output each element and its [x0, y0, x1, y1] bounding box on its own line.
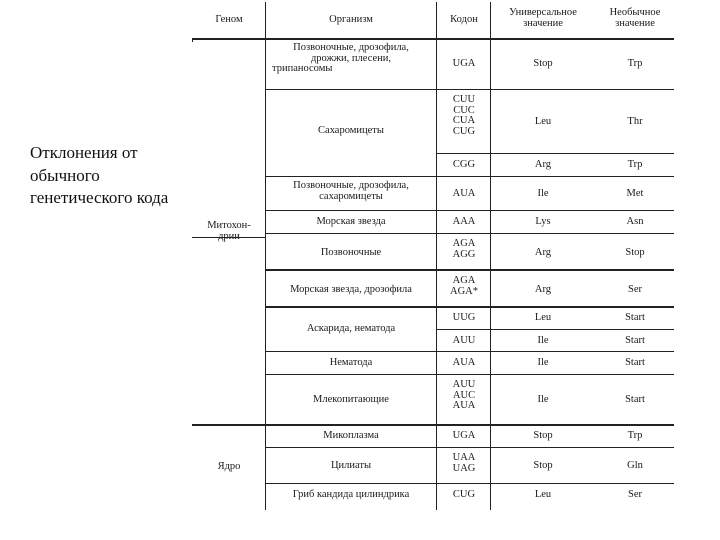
row1-universal: Leu [534, 116, 552, 127]
row12-universal: Stop [533, 460, 553, 471]
row3-organism-l2: сахаромицеты [319, 190, 383, 202]
slide-title [30, 142, 170, 210]
row8-unusual: Start [625, 335, 645, 346]
row7-codon: UUG [452, 312, 476, 323]
row7-organism: Аскарида, нематода [306, 323, 396, 334]
row0-organism-l2: дрожжи, плесени, [310, 52, 392, 64]
row10-codon-2: AUC [452, 389, 476, 401]
row-rule-13 [265, 447, 674, 448]
row5-unusual: Stop [625, 247, 645, 258]
row0-universal: Stop [533, 58, 553, 69]
row10-organism: Млекопитающие [313, 394, 389, 405]
row6-codons [438, 276, 490, 297]
row6-universal: Arg [534, 284, 552, 295]
row-rule-2 [436, 153, 674, 154]
header-rule [192, 38, 674, 40]
row2-unusual: Trp [627, 159, 643, 170]
row-rule-9 [436, 329, 674, 330]
header-universal [490, 7, 596, 29]
row3-universal: Ile [537, 188, 549, 199]
row1-codon-4: CUG [452, 125, 476, 137]
row1-codon-2: CUC [453, 104, 475, 116]
row11-unusual: Trp [627, 430, 643, 441]
row6-organism: Морская звезда, дрозофила [290, 284, 412, 295]
row3-organism-l1: Позвоночные, дрозофила, [293, 180, 409, 191]
row13-unusual: Ser [628, 489, 642, 500]
row8-universal: Ile [537, 335, 549, 346]
row-rule-4 [265, 210, 674, 211]
slide-title-line1: Отклонения от [30, 143, 138, 162]
row9-codon: AUA [452, 357, 476, 368]
row5-codons [438, 239, 490, 260]
row0-codon: UGA [452, 58, 476, 69]
row12-organism: Цилиаты [330, 460, 372, 471]
row0-organism-l3: трипаносомы [272, 63, 333, 74]
row-rule-8 [265, 306, 674, 308]
row3-codon: AUA [452, 188, 476, 199]
row-rule-5 [265, 233, 674, 234]
grid-line-codon [436, 2, 437, 510]
row12-unusual: Gln [627, 460, 643, 471]
row2-codon: CGG [452, 159, 476, 170]
header-unusual-line2: значение [615, 18, 655, 29]
row-rule-6 [192, 237, 265, 238]
header-unusual [596, 7, 674, 29]
row2-universal: Arg [534, 159, 552, 170]
row13-organism: Гриб кандида цилиндрика [292, 489, 410, 500]
slide-title-line2: обычного [30, 165, 100, 185]
row11-universal: Stop [533, 430, 553, 441]
row10-universal: Ile [537, 394, 549, 405]
row10-codon-1: AUU [452, 379, 476, 390]
row12-codon-2: UAG [452, 462, 476, 474]
genome-nucleus-label: Ядро [217, 461, 241, 472]
row-rule-11 [265, 374, 674, 375]
row4-codon: AAA [452, 216, 476, 227]
header-unusual-line1: Необычное [609, 7, 661, 18]
row6-unusual: Ser [628, 284, 642, 295]
row12-codons [438, 453, 490, 474]
row0-organism-l1: Позвоночные, дрозофила, [293, 42, 409, 53]
row7-unusual: Start [625, 312, 645, 323]
header-universal-line1: Универсальное [509, 7, 577, 18]
header-organism: Организм [329, 14, 373, 25]
slide-title-line3: генетического кода [30, 188, 169, 207]
row3-unusual: Met [626, 188, 644, 199]
row-rule-12 [192, 424, 674, 426]
genome-mito-line1: Митохон- [207, 220, 251, 231]
row-rule-1 [265, 89, 674, 90]
row1-codons [438, 95, 490, 137]
row4-universal: Lys [535, 216, 551, 227]
row11-codon: UGA [452, 430, 476, 441]
row1-organism: Сахаромицеты [318, 125, 384, 136]
row-rule-7 [265, 269, 674, 271]
row13-codon: CUG [452, 489, 476, 500]
row5-codon-1: AGA [452, 238, 476, 249]
grid-line-genome [265, 2, 266, 510]
row13-universal: Leu [534, 489, 552, 500]
genome-mito-label [196, 220, 262, 242]
row4-organism: Морская звезда [316, 216, 386, 227]
row7-universal: Leu [534, 312, 552, 323]
row6-codon-1: AGA [452, 275, 476, 286]
row0-unusual: Trp [627, 58, 643, 69]
header-universal-line2: значение [523, 18, 563, 29]
row3-organism [268, 181, 434, 202]
row1-codon-1: CUU [452, 94, 476, 105]
row5-universal: Arg [534, 247, 552, 258]
row8-codon: AUU [452, 335, 476, 346]
row-rule-10 [265, 351, 674, 352]
row10-unusual: Start [625, 394, 645, 405]
row0-organism [268, 43, 434, 75]
row9-organism: Нематода [329, 357, 373, 368]
row-rule-14 [265, 483, 674, 484]
row1-codon-3: CUA [452, 115, 476, 126]
header-codon: Кодон [450, 14, 478, 25]
row1-unusual: Thr [627, 116, 643, 127]
row12-codon-1: UAA [452, 452, 476, 463]
row5-codon-2: AGG [452, 248, 476, 260]
row11-organism: Микоплазма [323, 430, 379, 441]
row9-unusual: Start [625, 357, 645, 368]
row10-codon-3: AUA [452, 400, 476, 411]
row-rule-3 [265, 176, 674, 177]
header-genome: Геном [215, 14, 243, 25]
row9-universal: Ile [537, 357, 549, 368]
row4-unusual: Asn [626, 216, 644, 227]
row10-codons [438, 380, 490, 412]
row5-organism: Позвоночные [320, 247, 382, 258]
row6-codon-2: AGA* [450, 285, 478, 297]
